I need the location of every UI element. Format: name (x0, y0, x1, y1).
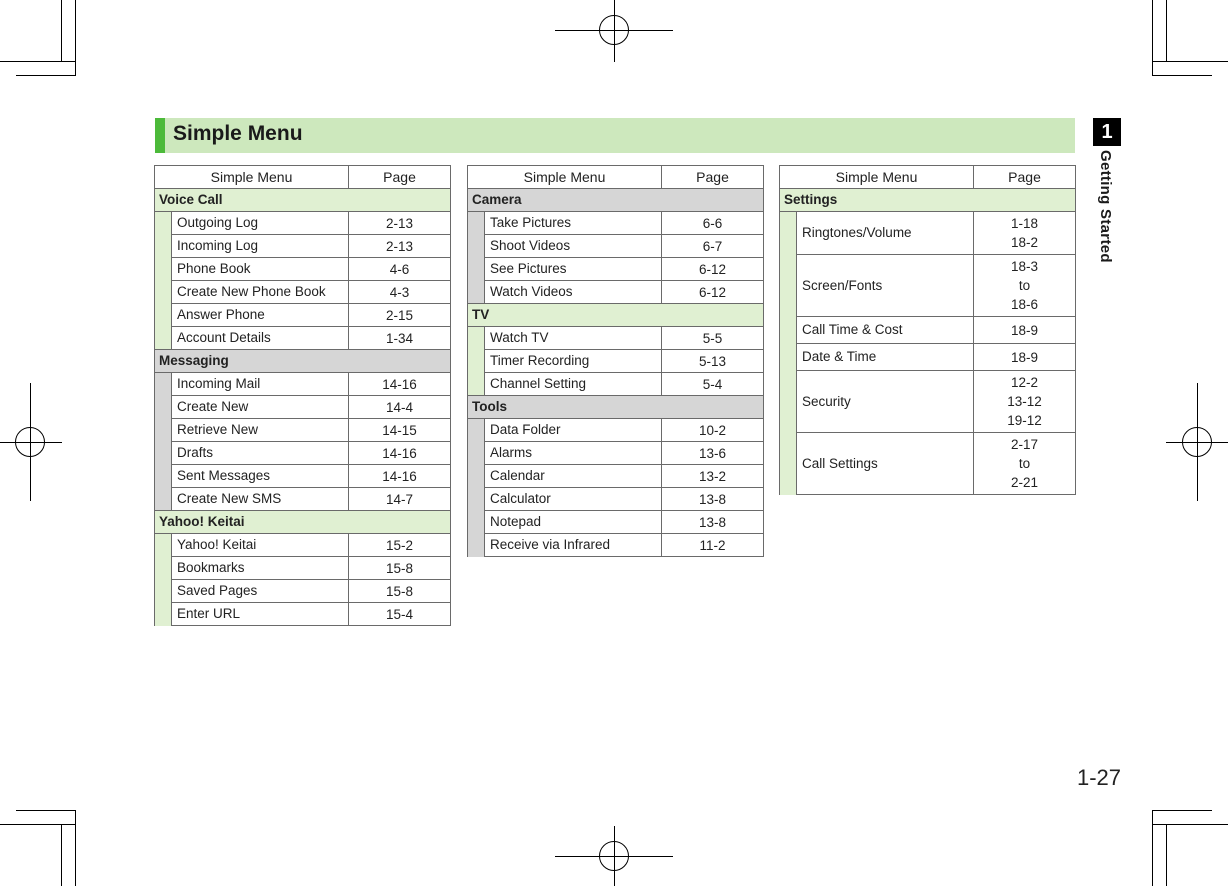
crop-mark (1152, 810, 1153, 886)
table-row (155, 373, 451, 396)
page-ref-line: to (1018, 278, 1031, 293)
menu-item: Retrieve New (172, 419, 349, 442)
menu-item: Bookmarks (172, 557, 349, 580)
crop-mark (1152, 810, 1212, 811)
page-ref: 11-2 (662, 534, 764, 557)
page-ref-line: 18-3 (1011, 259, 1039, 274)
chapter-name: Getting Started (1097, 150, 1114, 263)
column-header-menu: Simple Menu (780, 166, 974, 189)
page-ref: 4-3 (349, 281, 451, 304)
page-title: Simple Menu (173, 122, 303, 145)
menu-item: Account Details (172, 327, 349, 350)
table-row (468, 327, 764, 350)
crop-mark (1152, 61, 1228, 62)
page-ref (974, 255, 1076, 317)
menu-table-2 (467, 165, 764, 557)
indent-cell (468, 419, 485, 557)
menu-item: Shoot Videos (485, 235, 662, 258)
table-row (155, 465, 451, 488)
page-ref: 5-13 (662, 350, 764, 373)
table-row (155, 488, 451, 511)
page-ref: 14-15 (349, 419, 451, 442)
menu-item: Call Settings (797, 433, 974, 495)
page-ref: 15-8 (349, 580, 451, 603)
menu-item: Date & Time (797, 344, 974, 371)
crop-mark (1166, 824, 1167, 886)
page-ref-line: 18-2 (1011, 235, 1039, 250)
table-row (468, 212, 764, 235)
table-row (780, 371, 1076, 433)
menu-item: Notepad (485, 511, 662, 534)
table-row (155, 442, 451, 465)
table-row (155, 304, 451, 327)
menu-item: Watch TV (485, 327, 662, 350)
indent-cell (155, 212, 172, 350)
table-row (468, 442, 764, 465)
crop-mark (0, 61, 75, 62)
section-header: Yahoo! Keitai (155, 511, 451, 534)
menu-item: Alarms (485, 442, 662, 465)
menu-item: Create New Phone Book (172, 281, 349, 304)
menu-item: Enter URL (172, 603, 349, 626)
crop-mark (1166, 0, 1167, 62)
menu-item: Incoming Mail (172, 373, 349, 396)
menu-item: Security (797, 371, 974, 433)
page-ref-line: 2-17 (1011, 437, 1039, 452)
crop-mark (16, 810, 76, 811)
table-row (780, 344, 1076, 371)
column-header-menu: Simple Menu (468, 166, 662, 189)
table-row (468, 511, 764, 534)
menu-item: See Pictures (485, 258, 662, 281)
page-ref: 13-8 (662, 511, 764, 534)
table-row (155, 419, 451, 442)
section-header: Camera (468, 189, 764, 212)
menu-item: Take Pictures (485, 212, 662, 235)
page-ref: 13-2 (662, 465, 764, 488)
crop-mark (0, 824, 75, 825)
indent-cell (468, 212, 485, 304)
table-row (155, 557, 451, 580)
menu-item: Incoming Log (172, 235, 349, 258)
page-ref: 6-12 (662, 258, 764, 281)
crop-mark (61, 824, 62, 886)
page-ref-line: 1-18 (1011, 216, 1039, 231)
page-ref: 2-13 (349, 235, 451, 258)
page-ref: 14-16 (349, 373, 451, 396)
page-ref: 1-34 (349, 327, 451, 350)
chapter-number: 1 (1093, 118, 1121, 146)
table-row (155, 534, 451, 557)
table-row (468, 281, 764, 304)
table-row (155, 580, 451, 603)
table-row (155, 212, 451, 235)
crop-mark (16, 75, 76, 76)
menu-item: Outgoing Log (172, 212, 349, 235)
page-ref: 2-13 (349, 212, 451, 235)
menu-item: Saved Pages (172, 580, 349, 603)
page-ref-line: to (1018, 456, 1031, 471)
registration-mark (15, 427, 45, 457)
page-ref: 14-16 (349, 465, 451, 488)
menu-item: Ringtones/Volume (797, 212, 974, 255)
section-banner (155, 118, 1075, 153)
page-ref-line: 12-2 (1011, 375, 1039, 390)
page-ref: 5-4 (662, 373, 764, 396)
table-row (780, 212, 1076, 255)
page-ref: 14-7 (349, 488, 451, 511)
crop-mark (1152, 75, 1212, 76)
table-row (468, 258, 764, 281)
page-ref: 6-7 (662, 235, 764, 258)
table-row (155, 327, 451, 350)
menu-item: Create New (172, 396, 349, 419)
menu-item: Yahoo! Keitai (172, 534, 349, 557)
menu-item: Sent Messages (172, 465, 349, 488)
page-ref: 15-8 (349, 557, 451, 580)
crop-mark (1152, 824, 1228, 825)
menu-item: Answer Phone (172, 304, 349, 327)
table-row (780, 433, 1076, 495)
menu-item: Screen/Fonts (797, 255, 974, 317)
registration-mark (1182, 427, 1212, 457)
page-ref-line: 19-12 (1007, 413, 1042, 428)
table-row (468, 350, 764, 373)
menu-table-3 (779, 165, 1076, 495)
column-header-page: Page (349, 166, 451, 189)
crop-mark (75, 810, 76, 886)
page-ref: 5-5 (662, 327, 764, 350)
menu-item: Call Time & Cost (797, 317, 974, 344)
page-ref: 2-15 (349, 304, 451, 327)
crop-mark (1152, 0, 1153, 75)
menu-item: Calculator (485, 488, 662, 511)
section-header: Tools (468, 396, 764, 419)
menu-item: Phone Book (172, 258, 349, 281)
page-ref-line: 18-9 (1011, 322, 1039, 338)
menu-item: Calendar (485, 465, 662, 488)
menu-item: Timer Recording (485, 350, 662, 373)
table-row (468, 419, 764, 442)
table-row (780, 317, 1076, 344)
crop-mark (61, 0, 62, 62)
menu-item: Drafts (172, 442, 349, 465)
column-header-page: Page (662, 166, 764, 189)
section-header: Voice Call (155, 189, 451, 212)
page-ref (974, 212, 1076, 255)
menu-table-1 (154, 165, 451, 626)
indent-cell (155, 373, 172, 511)
table-row (155, 603, 451, 626)
page-ref (974, 371, 1076, 433)
page-ref-line: 2-21 (1011, 475, 1039, 490)
page-number: 1-27 (1077, 765, 1122, 790)
menu-item: Create New SMS (172, 488, 349, 511)
page-ref (974, 433, 1076, 495)
table-row (155, 258, 451, 281)
column-header-menu: Simple Menu (155, 166, 349, 189)
page-ref: 14-16 (349, 442, 451, 465)
table-row (155, 235, 451, 258)
table-row (780, 255, 1076, 317)
banner-accent (155, 118, 165, 153)
page-ref: 13-8 (662, 488, 764, 511)
page-ref: 14-4 (349, 396, 451, 419)
page-ref-line: 18-6 (1011, 297, 1039, 312)
table-row (468, 534, 764, 557)
indent-cell (780, 212, 797, 495)
table-row (155, 396, 451, 419)
page-ref (974, 317, 1076, 344)
page-ref: 15-2 (349, 534, 451, 557)
indent-cell (155, 534, 172, 626)
page-ref: 15-4 (349, 603, 451, 626)
menu-item: Data Folder (485, 419, 662, 442)
crop-mark (75, 0, 76, 75)
page-ref: 6-12 (662, 281, 764, 304)
table-row (155, 281, 451, 304)
menu-item: Receive via Infrared (485, 534, 662, 557)
registration-mark (599, 841, 629, 871)
page-ref: 4-6 (349, 258, 451, 281)
page-ref-line: 18-9 (1011, 349, 1039, 365)
table-row (468, 373, 764, 396)
table-row (468, 465, 764, 488)
page-ref-line: 13-12 (1007, 394, 1042, 409)
section-header: Settings (780, 189, 1076, 212)
menu-item: Watch Videos (485, 281, 662, 304)
section-header: TV (468, 304, 764, 327)
indent-cell (468, 327, 485, 396)
column-header-page: Page (974, 166, 1076, 189)
page-ref: 6-6 (662, 212, 764, 235)
page-ref (974, 344, 1076, 371)
menu-item: Channel Setting (485, 373, 662, 396)
section-header: Messaging (155, 350, 451, 373)
page-ref: 10-2 (662, 419, 764, 442)
table-row (468, 235, 764, 258)
table-row (468, 488, 764, 511)
registration-mark (599, 15, 629, 45)
page-ref: 13-6 (662, 442, 764, 465)
